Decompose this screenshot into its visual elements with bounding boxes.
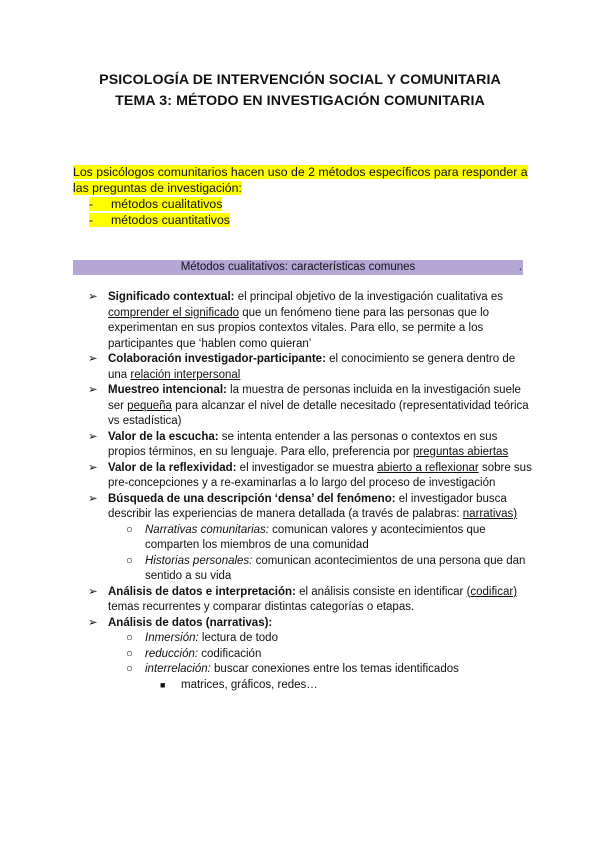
list-item — [88, 352, 533, 383]
sub-item-label: Inmersión: — [145, 632, 199, 644]
dash-bullet: - — [89, 197, 94, 211]
sub-item-label: interrelación: — [145, 663, 211, 675]
sub-item-text: comunican acontecimientos de una persona que dan sentido a su vida — [145, 554, 526, 582]
circle-bullet-icon: ○ — [126, 554, 133, 567]
document-title: PSICOLOGÍA DE INTERVENCIÓN SOCIAL Y COMUNITARIA — [99, 72, 501, 88]
section-heading-trailing: . — [518, 261, 522, 273]
intro-item — [89, 212, 533, 228]
item-text: sobre sus pre-concepciones y a re-examinarlas a lo largo del proceso de investigación — [108, 461, 532, 489]
item-underlined: abierto a reflexionar — [377, 461, 479, 474]
arrow-bullet-icon: ➢ — [88, 461, 98, 474]
arrow-bullet-icon: ➢ — [88, 353, 98, 365]
item-text: el investigador se muestra — [236, 461, 378, 474]
circle-bullet-icon: ○ — [126, 663, 133, 675]
arrow-bullet-icon: ➢ — [88, 585, 98, 598]
list-item — [88, 492, 533, 523]
sub-item-text: lectura de todo — [198, 632, 278, 644]
list-item — [88, 585, 533, 616]
document-subtitle: TEMA 3: MÉTODO EN INVESTIGACIÓN COMUNITARIA — [115, 93, 485, 109]
item-label: Análisis de datos e interpretación: — [108, 585, 296, 598]
section-heading-band — [73, 260, 523, 275]
item-text: el análisis consiste en identificar — [295, 585, 467, 598]
arrow-bullet-icon: ➢ — [88, 291, 98, 303]
item-text: la muestra de personas incluida en la investigación suele ser — [108, 384, 521, 412]
intro-item-label: métodos cuantitativos — [111, 213, 230, 227]
item-text: para alcanzar el nivel de detalle necesitado (representatividad teórica vs estadística) — [108, 399, 529, 427]
sub-item-text: buscar conexiones entre los temas identificados — [210, 663, 459, 675]
intro-text: Los psicólogos comunitarios hacen uso de 2 métodos específicos para responder a las preguntas de investigación: — [73, 165, 528, 195]
item-text: se intenta entender a las personas o contextos en sus propios términos, en su lenguaje. Para ello, preferencia por — [108, 430, 498, 458]
intro-block — [73, 164, 533, 228]
item-underlined: (codificar) — [466, 585, 518, 598]
list-item — [88, 461, 533, 492]
sub-item-label: Historias personales: — [145, 554, 253, 567]
sub-list-item — [88, 523, 533, 554]
item-label: Valor de la escucha: — [108, 430, 219, 443]
item-text: que un fenómeno tiene para las personas que lo experimentan en sus propios contextos vitales. Para ello, se permite a los participantes que ‘hablen como quieran’ — [108, 306, 490, 350]
circle-bullet-icon: ○ — [126, 523, 133, 536]
item-label: Análisis de datos (narrativas): — [108, 616, 273, 629]
item-label: Colaboración investigador-participante: — [108, 353, 326, 365]
sub-list-item — [88, 662, 533, 678]
section-heading: Métodos cualitativos: características comunes — [180, 261, 416, 273]
item-underlined: comprender el significado — [108, 306, 240, 319]
item-text: temas recurrentes y comparar distintas categorías o etapas. — [108, 601, 415, 613]
item-underlined: pequeña — [127, 399, 172, 412]
sub-item-label: reducción: — [145, 647, 199, 660]
item-text: el investigador busca describir las experiencias de manera detallada (a través de palabras: — [108, 492, 507, 520]
item-underlined: relación interpersonal — [130, 368, 241, 381]
list-item — [88, 290, 533, 352]
arrow-bullet-icon: ➢ — [88, 616, 98, 629]
arrow-bullet-icon: ➢ — [88, 430, 98, 443]
sub-item-text: comunican valores y acontecimientos que comparten los miembros de una comunidad — [145, 523, 486, 551]
item-underlined: preguntas abiertas — [412, 446, 509, 458]
sub-list-item — [88, 554, 533, 585]
sub-sub-list-item — [88, 678, 533, 694]
sub-item-text: codificación — [198, 647, 262, 660]
list-item — [88, 430, 533, 461]
item-label: Búsqueda de una descripción ‘densa’ del fenómeno: — [108, 492, 396, 505]
item-label: Muestreo intencional: — [108, 384, 227, 396]
sub-item-label: Narrativas comunitarias: — [145, 523, 269, 536]
list-item — [88, 616, 533, 632]
circle-bullet-icon: ○ — [126, 632, 133, 644]
arrow-bullet-icon: ➢ — [88, 384, 98, 396]
sub-list-item — [88, 631, 533, 647]
item-underlined: narrativas) — [462, 508, 518, 520]
list-item — [88, 383, 533, 430]
item-text: el conocimiento se genera dentro de una — [108, 353, 516, 381]
intro-item-label: métodos cualitativos — [111, 197, 223, 211]
intro-item — [89, 196, 533, 212]
dash-bullet: - — [89, 213, 94, 227]
item-label: Significado contextual: — [108, 291, 235, 303]
square-bullet-icon: ■ — [160, 679, 166, 690]
circle-bullet-icon: ○ — [126, 647, 133, 660]
item-label: Valor de la reflexividad: — [108, 461, 237, 474]
sub-list-item — [88, 647, 533, 663]
sub-sub-item-text: matrices, gráficos, redes… — [181, 678, 318, 691]
characteristics-list — [88, 290, 533, 693]
arrow-bullet-icon: ➢ — [88, 492, 98, 505]
item-text: el principal objetivo de la investigación cualitativa es — [234, 291, 504, 303]
